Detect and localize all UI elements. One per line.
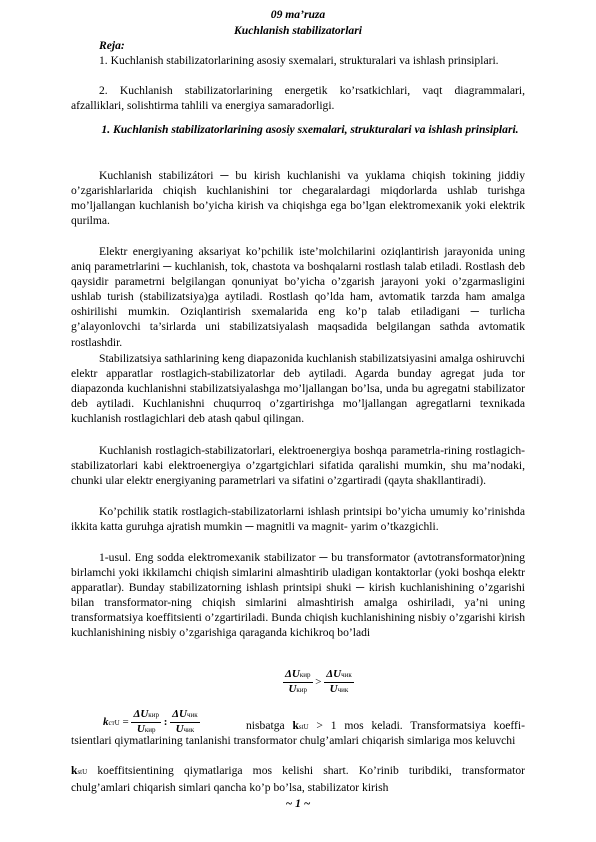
plan-item-2: 2. Kuchlanish stabilizatorlarining energetik ko’rsatkichlari, vaqt diagrammalari, afzalliklari, solishtirma tahlili va energiya samaradorligi. — [71, 84, 525, 113]
paragraph-transformation-text: tsientlari qiymatlarining tanlanishi transformator chulg’amlari chiqarish simlariga mos keluvchi — [71, 734, 516, 747]
paragraph-method-1: 1-usul. Eng sodda elektromexanik stabilizator ─ bu transformator (avtotransformator)ning birlamchi yoki ikkilamchi chiqish simlarini almashtirib uladigan kontaktorlar (yoki boshqa elektr apparatlar). Bunday stabilizatorning ishlash printsipi shuki ─ kirish kuchlanishining o’zgarishi bilan transformator-ning chiqish simlarini almashtirish amalga oshiriladi, ya’ni uning transformatsiya koeffitsienti o’zgartiriladi. Bunda chiqish kuchlanishining nisbiy o’zgarishi kirish kuchlanishining nisbiy o’zgarishiga qaraganda kichikroq bo’ladi — [71, 551, 525, 640]
section-heading: 1. Kuchlanish stabilizatorlarining asosiy sxemalari, strukturalari va ishlash prinsiplari. — [101, 123, 519, 136]
paragraph-groups: Ko’pchilik statik rostlagich-stabilizatorlarni ishlash printsipi bo’yicha umumiy ko’rinishda ikkita katta guruhga ajratish mumkin ─ magnitli va magnit- yarim o’tkazgichli. — [71, 505, 525, 534]
paragraph-definition: Kuchlanish stabilizátori ─ bu kirish kuchlanishi va yuklama chiqish tokining jiddiy o’zgarishlarlarida chiqish kuchlanishini tor chegaralardagi miqdorlarda ushlab turishga mo’ljallangan kuchlanish bo’yicha kirish va chiqishga ega bo’lgan elektromexanik yoki elektrik qurilma. — [71, 169, 525, 228]
fraction-input-k: $\frac{\text{ΔUкир}}{\text{Uкир}}$ — [133, 708, 159, 735]
plan-item-1: 1. Kuchlanish stabilizatorlarining asosiy sxemalari, strukturalari va ishlash prinsiplari. — [99, 54, 499, 67]
fraction-output-k: $\frac{\text{ΔUчик}}{\text{Uчик}}$ — [172, 708, 198, 735]
paragraph-regulation: Elektr energiyaning aksariyat ko’pchilik iste’molchilarini oziqlantirish jarayonida uning aniq parametrlarini ─ kuchlanish, tok, chastota va boshqalarni rostlash talab etiladi. Rostlash deb qaysidir parametrni belgilangan qonuniyat bo’yicha o’zgarish jarayoni yoki o’zgarmasligini ushlab turish (stabilizatsiya)ga aytiladi. Rostlash qo’lda ham, avtomatik tarzda ham amalga oshirilishi mumkin. Oziqlantirish sxemalarida eng ko’p talab etiladigani ─ turlicha g’alayonlovchi ta’sirlarda uni stabilizatsiyalash maqsadida belgilangan sathda avtomatik rostlashdir. — [71, 245, 525, 349]
plan-label: Reja: — [99, 39, 125, 52]
paragraph-coefficient: kstU koeffitsientining qiymatlariga mos kelishi shart. Ko’rinib turibdiki, transformator chulg’amlari chiqarish simlari qancha ko’p bo’lsa, stabilizator kirish — [71, 764, 525, 795]
equals-sign: = — [122, 716, 129, 729]
paragraph-transformation — [71, 733, 525, 748]
fraction-output: $\frac{\text{ΔUчик}}{\text{Uчик}}$ — [326, 668, 352, 695]
inequality-formula — [283, 668, 354, 697]
k-symbol: kстU — [103, 716, 120, 729]
fraction-input: $\frac{\text{ΔUкир}}{\text{Uкир}}$ — [285, 668, 311, 695]
ratio-line-text: nisbatga kstU > 1 mos keladi. Transformatsiya koeffi- — [246, 719, 525, 732]
k-inline: kstU — [292, 719, 309, 732]
page-number: ~ 1 ~ — [285, 797, 311, 810]
greater-than-sign: > — [315, 676, 322, 689]
document-title: Kuchlanish stabilizatorlari — [234, 24, 362, 37]
paragraph-stabilization-range: Stabilizatsiya sathlarining keng diapazonida kuchlanish stabilizatsiyasini amalga oshiruvchi elektr apparatlar rostlagich-stabilizatorlar deb aytiladi. Agarda bunday agregat juda tor diapazonda kuchlanishni stabilizatsiyalashga mo’ljallangan bo’lsa, unda bu agregatni stabilizator deb aytiladi. Kuchlanishni chuqurroq o’zgartirishga mo’ljallangan agregatlarni texnikada kuchlanish rostlagichlari deb atash qabul qilingan. — [71, 352, 525, 426]
paragraph-converters: Kuchlanish rostlagich-stabilizatorlari, elektroenergiya boshqa parametrla-rining rostlagich-stabilizatorlari kabi elektroenergiya o’zgartgichlari sifatida qaralishi mumkin, shu ma’nodaki, chunki ular elektr energiyaning parametrlari va sifatini o’zgartiradi (qayta shakllantiradi). — [71, 444, 525, 488]
lecture-number: 09 ma’ruza — [270, 8, 326, 21]
k-inline-2: kstU — [71, 764, 88, 777]
colon-sign: : — [163, 716, 168, 729]
